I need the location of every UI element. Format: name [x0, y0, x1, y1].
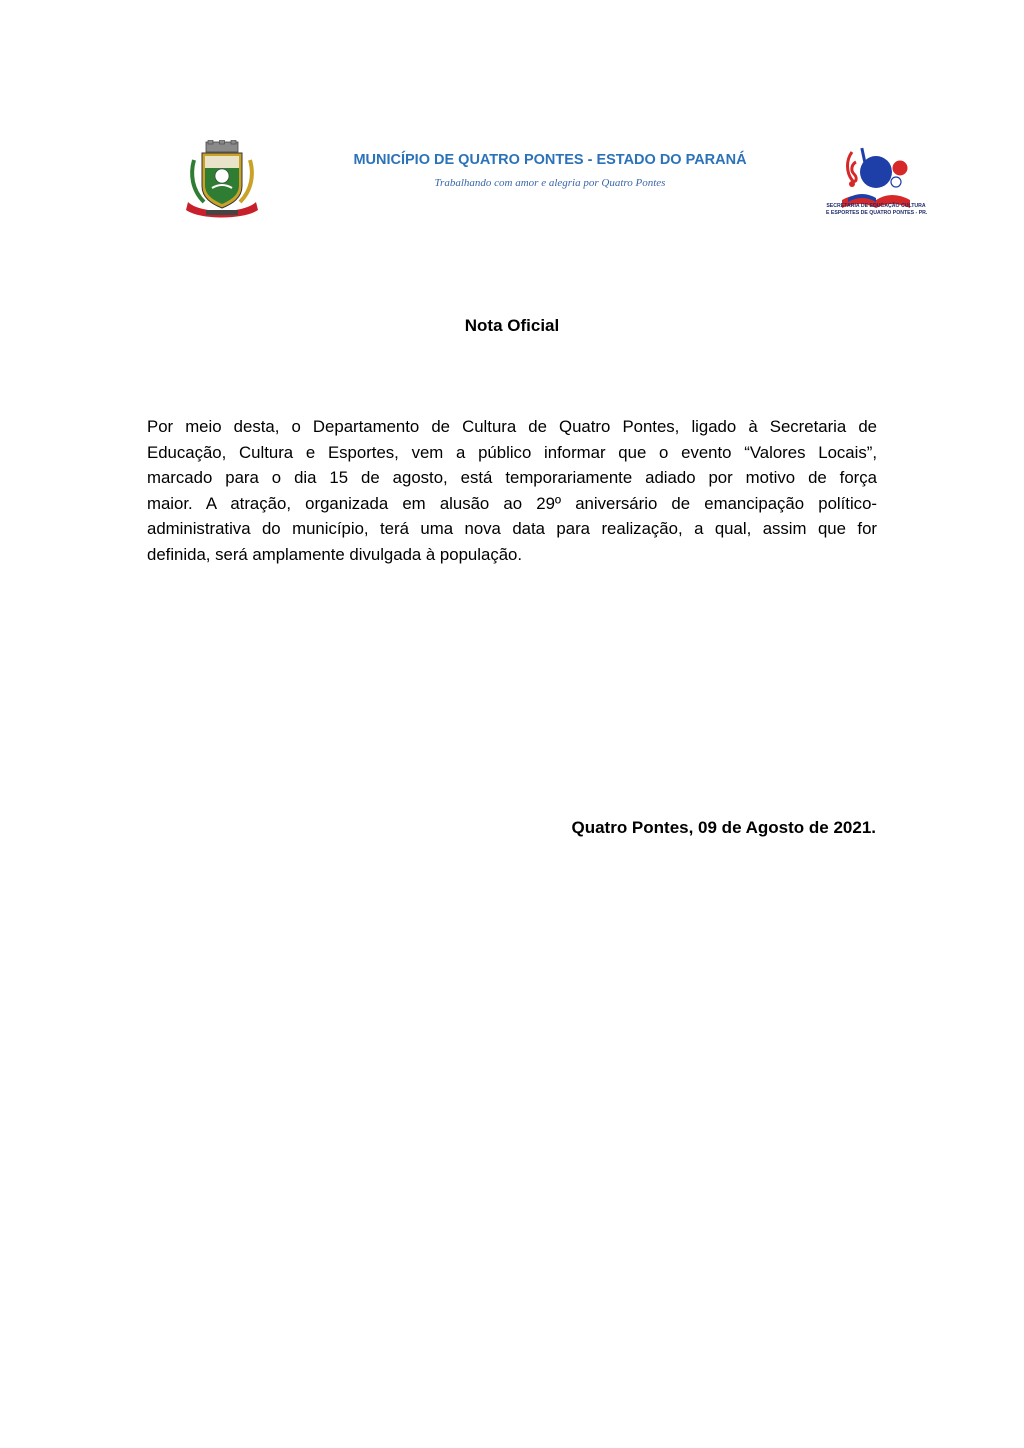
header-tagline: Trabalhando com amor e alegria por Quatro Pontes [434, 177, 666, 189]
body-line: maior. A atração, organizada em alusão ao 29º aniversário de emancipação político- [147, 493, 877, 513]
secretaria-caption-line-2: E ESPORTES DE QUATRO PONTES - PR. [826, 210, 928, 216]
municipal-coat-of-arms-icon [182, 140, 262, 220]
secretaria-caption [826, 203, 926, 217]
body-line: definida, será amplamente divulgada à população. [147, 544, 523, 564]
header-text-block [330, 152, 770, 189]
body-line: marcado para o dia 15 de agosto, está temporariamente adiado por motivo de força [147, 468, 877, 488]
header-title: MUNICÍPIO DE QUATRO PONTES - ESTADO DO PARANÁ [353, 152, 747, 168]
body-line: Educação, Cultura e Esportes, vem a público informar que o evento “Valores Locais”, [147, 442, 877, 462]
body-line: Por meio desta, o Departamento de Cultura de Quatro Pontes, ligado à Secretaria de [147, 417, 877, 436]
document-body [147, 414, 877, 568]
body-line: administrativa do município, terá uma nova data para realização, a qual, assim que for [147, 519, 877, 539]
document-title: Nota Oficial [464, 316, 560, 335]
signature-date: Quatro Pontes, 09 de Agosto de 2021. [571, 818, 876, 837]
secretaria-caption-line-1: SECRETARIA DE EDUCAÇÃO CULTURA [826, 203, 926, 209]
